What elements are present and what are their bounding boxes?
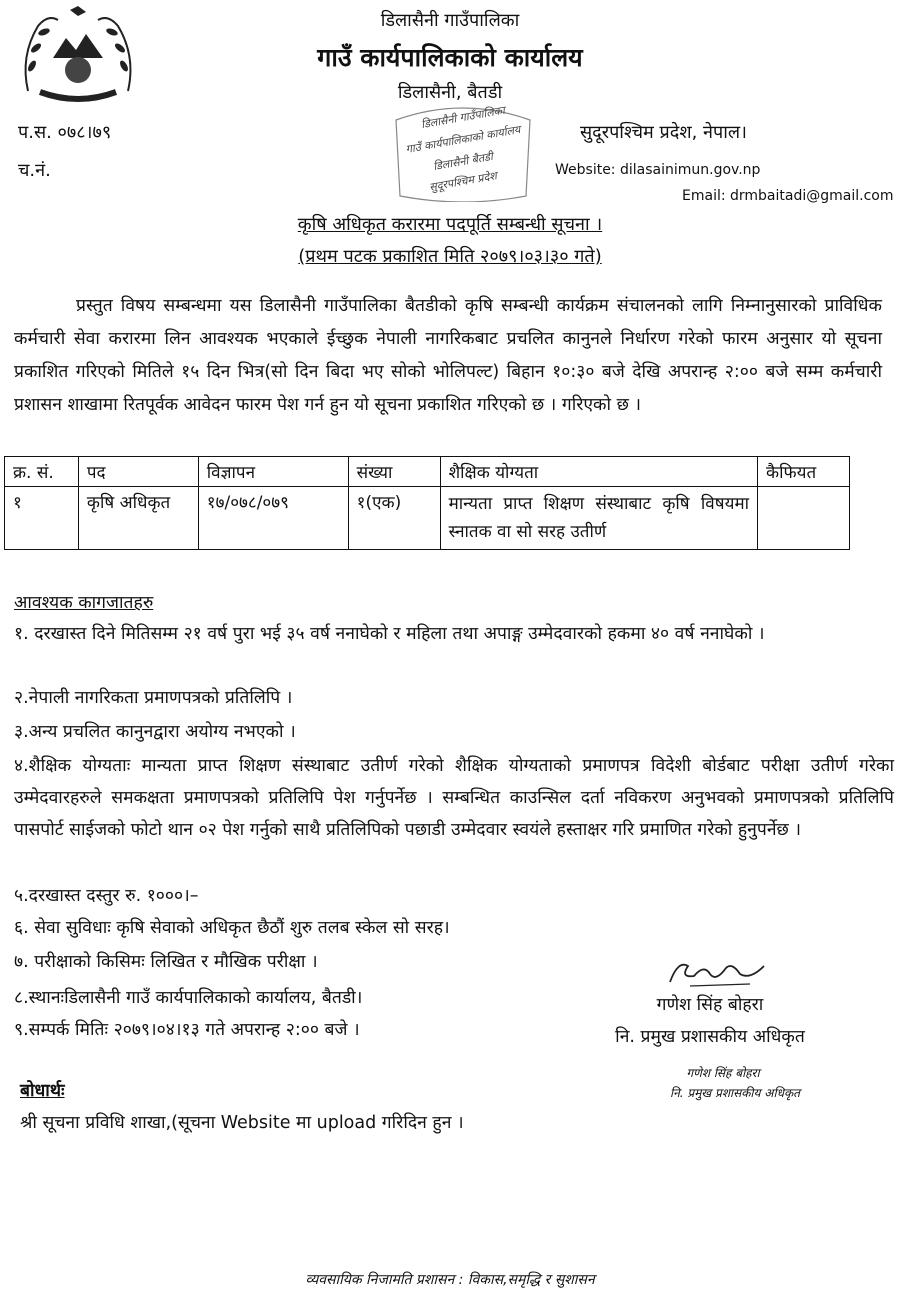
posts-table bbox=[4, 456, 850, 550]
header-count: संख्या bbox=[348, 457, 440, 487]
cell-advertisement: १७/०७८/०७९ bbox=[198, 487, 348, 550]
requirement-item-7: ७. परीक्षाको किसिमः लिखित र मौखिक परीक्षा । bbox=[14, 952, 318, 972]
header-serial: क्र. सं. bbox=[5, 457, 79, 487]
cc-heading: बोधार्थः bbox=[20, 1081, 65, 1101]
requirement-item-4: ४.शैक्षिक योग्यताः मान्यता प्राप्त शिक्षण संस्थाबाट उतीर्ण गरेको शैक्षिक योग्यताको प्रमाणपत्र विदेशी बोर्डबाट परीक्षा उतीर्ण गरेका उम्मेदवारहरुले समकक्षता प्रमाणपत्रको प्रतिलिपि पेश गर्नुपर्नेछ । सम्बन्धित काउन्सिल दर्ता नविकरण अनुभवको प्रमाणपत्रको प्रतिलिपि पासपोर्ट साईजको फोटो थान ०२ पेश गर्नुको साथै प्रतिलिपिको पछाडी उम्मेदवार स्वयंले हस्ताक्षर गरि प्रमाणित गरेको हुनुपर्नेछ । bbox=[14, 756, 894, 840]
header-advertisement: विज्ञापन bbox=[198, 457, 348, 487]
signature-scribble-icon bbox=[660, 956, 780, 990]
stamp-line-1: डिलासैनी गाउँपालिका bbox=[420, 103, 506, 132]
table-row bbox=[5, 487, 850, 550]
province-label: सुदूरपश्चिम प्रदेश, नेपाल। bbox=[580, 122, 747, 143]
website-label: Website: dilasainimun.gov.np bbox=[555, 162, 761, 178]
cell-qualification: मान्यता प्राप्त शिक्षण संस्थाबाट कृषि विषयमा स्नातक वा सो सरह उतीर्ण bbox=[440, 487, 757, 550]
requirement-item-6: ६. सेवा सुविधाः कृषि सेवाको अधिकृत छैठौं शुरु तलब स्केल सो सरह। bbox=[14, 918, 450, 938]
stamp-line-3: डिलासैनी बैतडी bbox=[432, 149, 494, 174]
stamp-line-2: गाउँ कार्यपालिकाको कार्यालय bbox=[404, 123, 522, 156]
table-header-row bbox=[5, 457, 850, 487]
signature-stamp-title: नि. प्रमुख प्रशासकीय अधिकृत bbox=[669, 1086, 801, 1100]
signatory-title: नि. प्रमुख प्रशासकीय अधिकृत bbox=[615, 1027, 805, 1047]
dispatch-number: च.नं. bbox=[18, 160, 51, 181]
notice-title bbox=[0, 212, 900, 236]
requirement-item-5: ५.दरखास्त दस्तुर रु. १०००।– bbox=[14, 886, 199, 906]
email-label: Email: drmbaitadi@gmail.com bbox=[682, 188, 894, 204]
municipality-name: डिलासैनी गाउँपालिका bbox=[380, 10, 520, 31]
header-post: पद bbox=[78, 457, 198, 487]
requirement-item-8: ८.स्थानःडिलासैनी गाउँ कार्यपालिकाको कार्यालय, बैतडी। bbox=[14, 988, 363, 1008]
cell-remarks bbox=[758, 487, 850, 550]
requirement-item-3: ३.अन्य प्रचलित कानुनद्वारा अयोग्य नभएको । bbox=[14, 722, 296, 742]
notice-title-text: कृषि अधिकृत करारमा पदपूर्ति सम्बन्धी सूचना । bbox=[297, 214, 603, 235]
requirement-item-1: १. दरखास्त दिने मितिसम्म २१ वर्ष पुरा भई ३५ वर्ष ननाघेको र महिला तथा अपाङ्ग उम्मेदवारको हकमा ४० वर्ष ननाघेको । bbox=[14, 624, 765, 644]
notice-subtitle-text: (प्रथम पटक प्रकाशित मिति २०७९।०३।३० गते) bbox=[298, 246, 602, 267]
cell-count: १(एक) bbox=[348, 487, 440, 550]
cell-serial: १ bbox=[5, 487, 79, 550]
requirements-heading: आवश्यक कागजातहरु bbox=[14, 593, 154, 613]
signatory-name: गणेश सिंह बोहरा bbox=[656, 995, 764, 1015]
requirement-item-2: २.नेपाली नागरिकता प्रमाणपत्रको प्रतिलिपि । bbox=[14, 688, 293, 708]
signature-stamp-name: गणेश सिंह बोहरा bbox=[686, 1066, 760, 1080]
footer-motto: व्यवसायिक निजामति प्रशासन : विकास,समृद्धि र सुशासन bbox=[305, 1272, 595, 1288]
office-location: डिलासैनी, बैतडी bbox=[397, 82, 503, 103]
header-qualification: शैक्षिक योग्यता bbox=[440, 457, 757, 487]
header-remarks: कैफियत bbox=[758, 457, 850, 487]
notice-subtitle bbox=[0, 244, 900, 268]
reference-number: प.स. ०७८।७९ bbox=[18, 122, 112, 143]
office-stamp bbox=[388, 100, 538, 202]
stamp-line-4: सुदूरपश्चिम प्रदेश bbox=[428, 169, 498, 194]
cc-text: श्री सूचना प्रविधि शाखा,(सूचना Website मा upload गरिदिन हुन । bbox=[20, 1113, 464, 1133]
notice-body: प्रस्तुत विषय सम्बन्धमा यस डिलासैनी गाउँपालिका बैतडीको कृषि सम्बन्धी कार्यक्रम संचालनको लागि निम्नानुसारको प्राविधिक कर्मचारी सेवा करारमा लिन आवश्यक भएकाले ईच्छुक नेपाली नागरिकबाट प्रचलित कानुनले निर्धारण गरेको फारम अनुसार यो सूचना प्रकाशित गरिएको मितिले १५ दिन भित्र(सो दिन बिदा भए सोको भोलिपल्ट) बिहान १०:३० बजे देखि अपरान्ह २:०० बजे सम्म कर्मचारी प्रशासन शाखामा रितपूर्वक आवेदन फारम पेश गर्न हुन यो सूचना प्रकाशित गरिएको छ । गरिएको छ । bbox=[14, 296, 882, 415]
office-name: गाउँ कार्यपालिकाको कार्यालय bbox=[317, 43, 583, 72]
requirement-item-9: ९.सम्पर्क मितिः २०७९।०४।१३ गते अपरान्ह २:०० बजे । bbox=[14, 1020, 360, 1040]
cell-post: कृषि अधिकृत bbox=[78, 487, 198, 550]
